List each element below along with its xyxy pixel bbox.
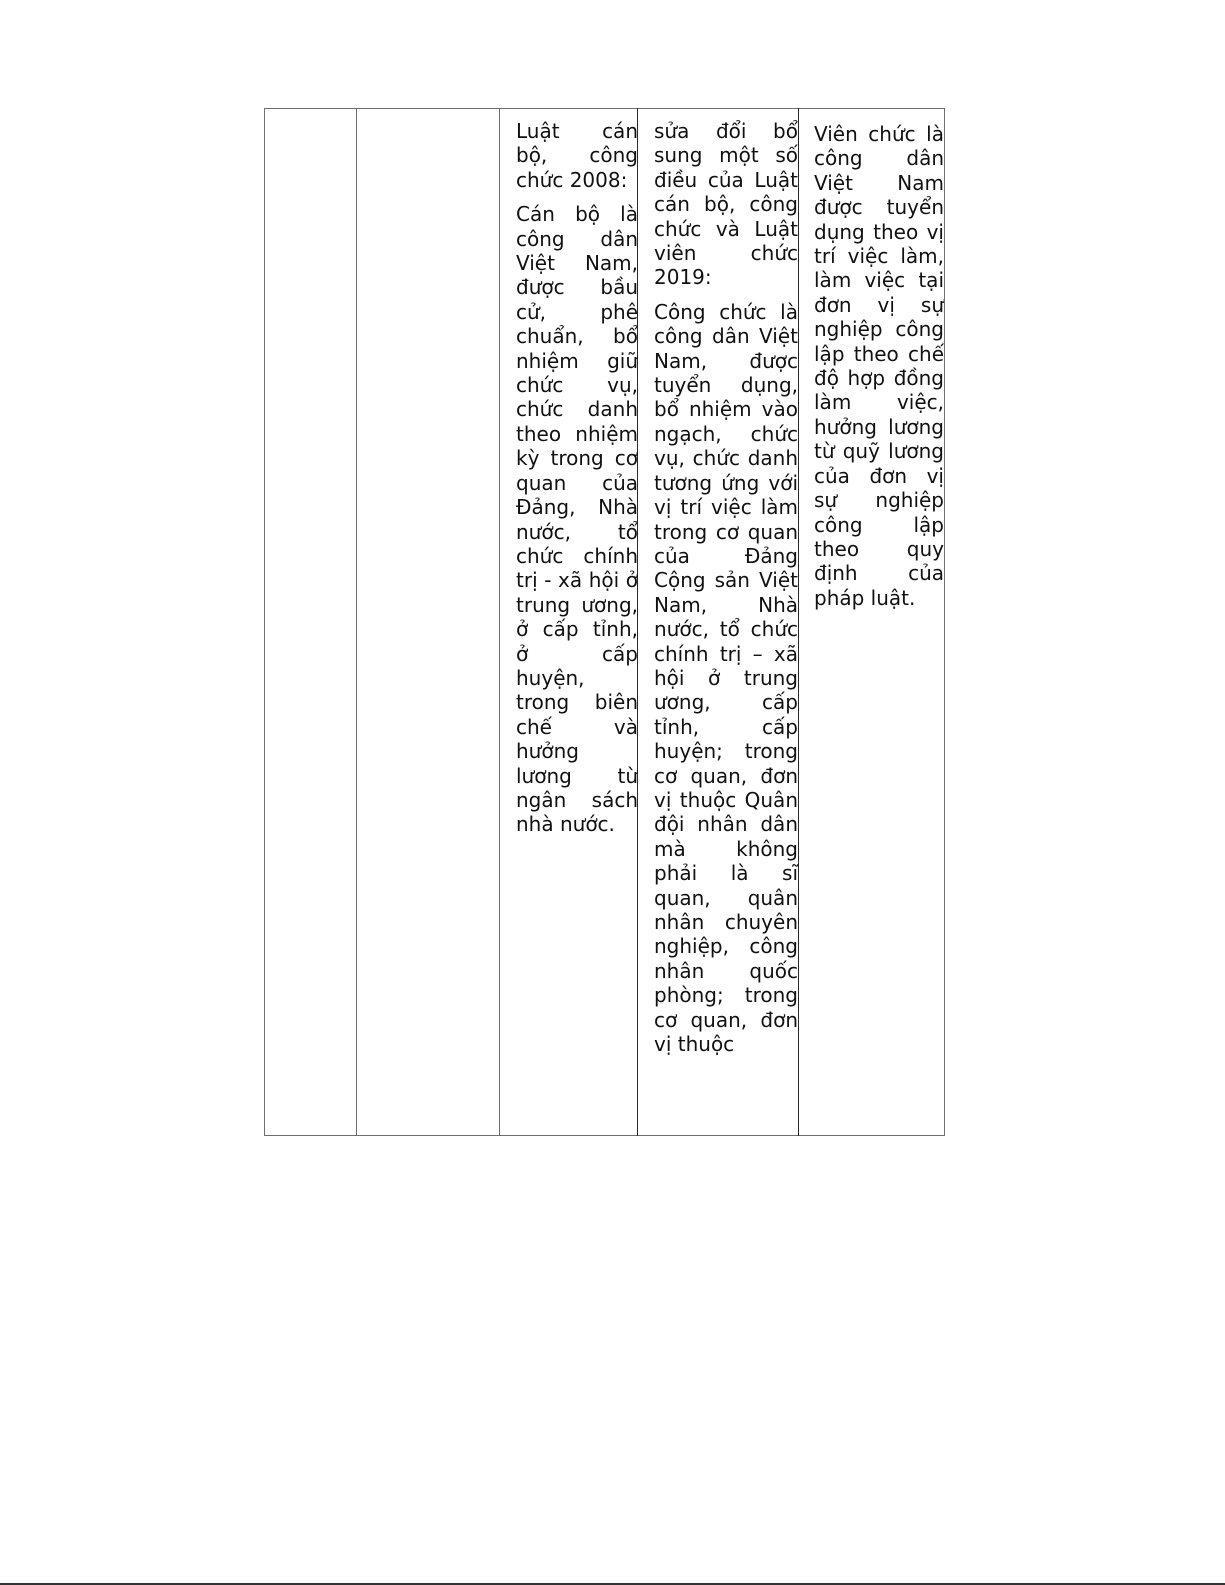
- column-border: [798, 108, 799, 1136]
- table-cell-public-employee-definition: [814, 108, 944, 1149]
- column-border: [499, 108, 500, 1136]
- cadre-definition-text: Cán bộ là công dân Việt Nam, được bầu cử, phê chuẩn, bổ nhiệm giữ chức vụ, chức danh theo nhiệm kỳ trong cơ quan của Đảng, Nhà nước, tổ chức chính trị - xã hội ở trung ương, ở cấp tỉnh, ở cấp huyện, trong biên chế và hưởng lương từ ngân sách nhà nước.: [516, 202, 638, 837]
- amendment-law-heading: sửa đổi bổ sung một số điều của Luật cán bộ, công chức và Luật viên chức 2019:: [654, 119, 798, 290]
- table-cell-2: [357, 108, 499, 1135]
- civil-servant-definition-text: Công chức là công dân Việt Nam, được tuyển dụng, bổ nhiệm vào ngạch, chức vụ, chức danh tương ứng với vị trí việc làm trong cơ quan của Đảng Cộng sản Việt Nam, Nhà nước, tổ chức chính trị – xã hội ở trung ương, cấp tỉnh, cấp huyện; trong cơ quan, đơn vị thuộc Quân đội nhân dân mà không phải là sĩ quan, quân nhân chuyên nghiệp, công nhân quốc phòng; trong cơ quan, đơn vị thuộc: [654, 299, 798, 1057]
- table-cell-1: [265, 108, 356, 1135]
- public-employee-definition-text: Viên chức là công dân Việt Nam được tuyển dụng theo vị trí việc làm, làm việc tại đơn vị sự nghiệp công lập theo chế độ hợp đồng làm việc, hưởng lương từ quỹ lương của đơn vị sự nghiệp công lập theo quy định của pháp luật.: [814, 122, 944, 610]
- column-border: [944, 108, 945, 1136]
- table-cell-civil-servant-definition: [654, 108, 798, 1146]
- cadre-law-heading: Luật cán bộ, công chức 2008:: [516, 119, 638, 192]
- table-cell-cadre-definition: [516, 108, 638, 1146]
